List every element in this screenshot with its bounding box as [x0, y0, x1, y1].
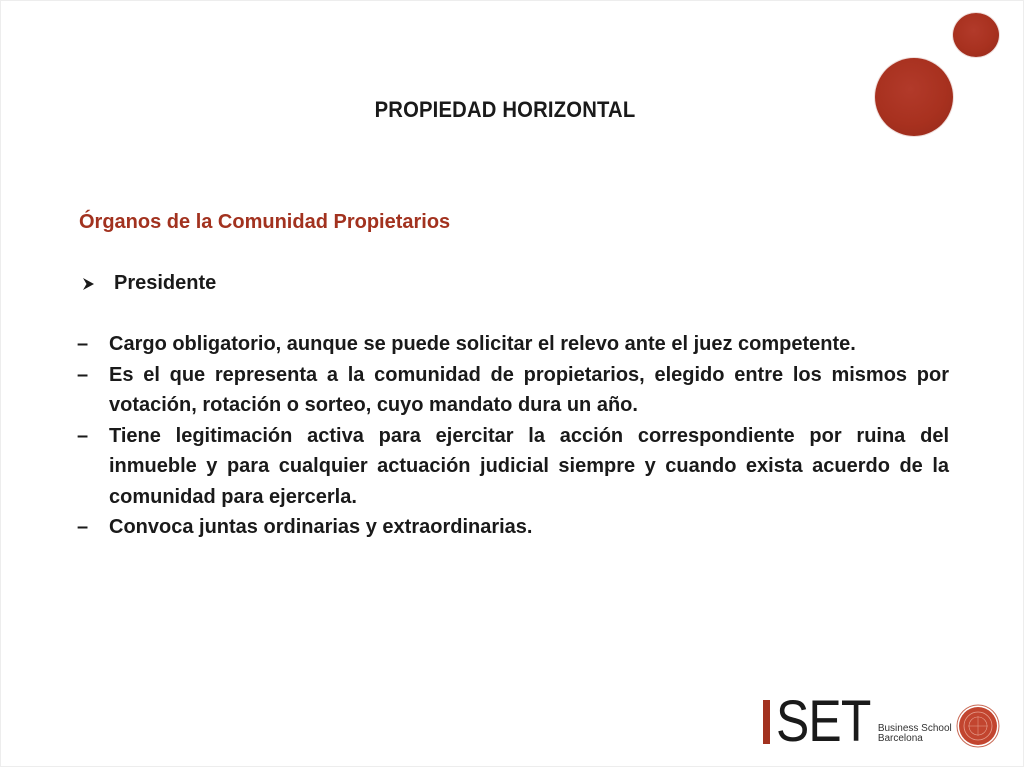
- logo-subtitle-line-2: Barcelona: [877, 733, 923, 744]
- list-item: [77, 329, 949, 360]
- section-heading: Órganos de la Comunidad Propietarios: [79, 211, 451, 233]
- logo-subtitle: [878, 724, 952, 744]
- logo-wordmark-text: SET: [776, 689, 871, 754]
- dash-bullet: –: [77, 333, 89, 355]
- list-item-text: Tiene legitimación activa para ejercitar la acción correspondiente por ruina del inmueble y para cualquier actuación judicial siempre y cuando exista acuerdo de la comunidad para ejercerla.: [109, 424, 949, 508]
- logo-wordmark: [763, 689, 874, 754]
- seal-icon: [956, 704, 1000, 748]
- dash-bullet: –: [77, 363, 89, 386]
- arrow-item-label: Presidente: [114, 272, 217, 295]
- arrow-list-item: [79, 268, 949, 299]
- arrow-bullet-icon: [82, 277, 95, 291]
- logo-subtitle-line-1: Business School: [877, 723, 952, 734]
- list-item: [77, 360, 949, 421]
- list-item: [77, 421, 949, 513]
- dash-bullet: –: [77, 424, 89, 447]
- bullet-list: [79, 329, 949, 543]
- slide-content: [79, 207, 949, 543]
- spacer: [79, 299, 949, 329]
- logo-red-bar: [763, 700, 770, 744]
- list-item-text: Cargo obligatorio, aunque se puede solicitar el relevo ante el juez competente.: [109, 333, 856, 355]
- iset-logo: [763, 689, 952, 754]
- decorative-circle-small: [953, 13, 999, 57]
- spacer: [79, 238, 949, 268]
- list-item: [77, 512, 949, 543]
- list-item-text: Convoca juntas ordinarias y extraordinarias.: [109, 516, 533, 538]
- dash-bullet: –: [77, 516, 89, 538]
- slide-title: PROPIEDAD HORIZONTAL: [374, 97, 636, 122]
- list-item-text: Es el que representa a la comunidad de propietarios, elegido entre los mismos por votación, rotación o sorteo, cuyo mandato dura un año.: [109, 363, 949, 416]
